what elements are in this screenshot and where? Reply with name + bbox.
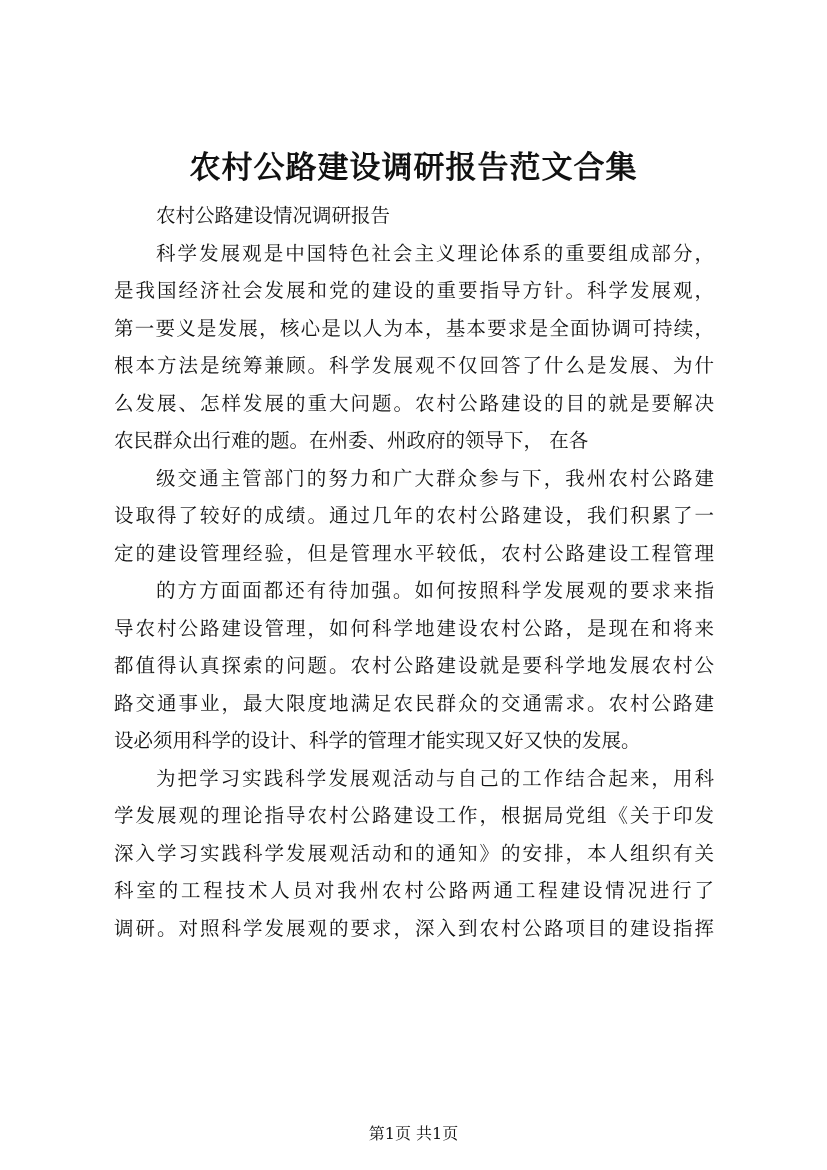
- text-line: 调研。对照科学发展观的要求，深入到农村公路项目的建设指挥: [114, 916, 714, 940]
- text-line: 科学发展观是中国特色社会主义理论体系的重要组成部分，: [156, 241, 714, 265]
- text-line: 都值得认真探索的问题。农村公路建设就是要科学地发展农村公: [114, 654, 714, 677]
- text-line: 设必须用科学的设计、科学的管理才能实现又好又快的发展。: [114, 729, 641, 752]
- text-line: 是我国经济社会发展和党的建设的重要指导方针。科学发展观，: [114, 279, 714, 302]
- document-subtitle: 农村公路建设情况调研报告: [156, 204, 391, 227]
- text-line: 为把学习实践科学发展观活动与自己的工作结合起来，用科: [156, 766, 714, 790]
- text-line: 么发展、怎样发展的重大问题。农村公路建设的目的就是要解决: [114, 391, 714, 415]
- text-line: 学发展观的理论指导农村公路建设工作，根据局党组《关于印发: [114, 804, 714, 827]
- text-line: 深入学习实践科学发展观活动和的通知》的安排，本人组织有关: [114, 841, 714, 865]
- text-line: 路交通事业，最大限度地满足农民群众的交通需求。农村公路建: [114, 691, 714, 715]
- text-line: 级交通主管部门的努力和广大群众参与下，我州农村公路建: [156, 466, 714, 490]
- page-footer: 第1页 共1页: [368, 1124, 459, 1143]
- body-text: [114, 235, 714, 948]
- text-line: 根本方法是统筹兼顾。科学发展观不仅回答了什么是发展、为什: [114, 354, 714, 377]
- text-line: 科室的工程技术人员对我州农村公路两通工程建设情况进行了: [114, 879, 714, 902]
- text-line: 第一要义是发展，核心是以人为本，基本要求是全面协调可持续，: [114, 316, 714, 340]
- document-title: 农村公路建设调研报告范文合集: [189, 150, 638, 186]
- text-line: 定的建设管理经验，但是管理水平较低，农村公路建设工程管理: [114, 541, 714, 565]
- text-line: 的方方面面都还有待加强。如何按照科学发展观的要求来指: [156, 579, 714, 602]
- text-line: 设取得了较好的成绩。通过几年的农村公路建设，我们积累了一: [114, 504, 714, 527]
- text-line: 导农村公路建设管理，如何科学地建设农村公路，是现在和将来: [114, 616, 714, 640]
- document-body: [114, 197, 714, 947]
- text-line: 农民群众出行难的题。在州委、州政府的领导下， 在各: [114, 429, 589, 452]
